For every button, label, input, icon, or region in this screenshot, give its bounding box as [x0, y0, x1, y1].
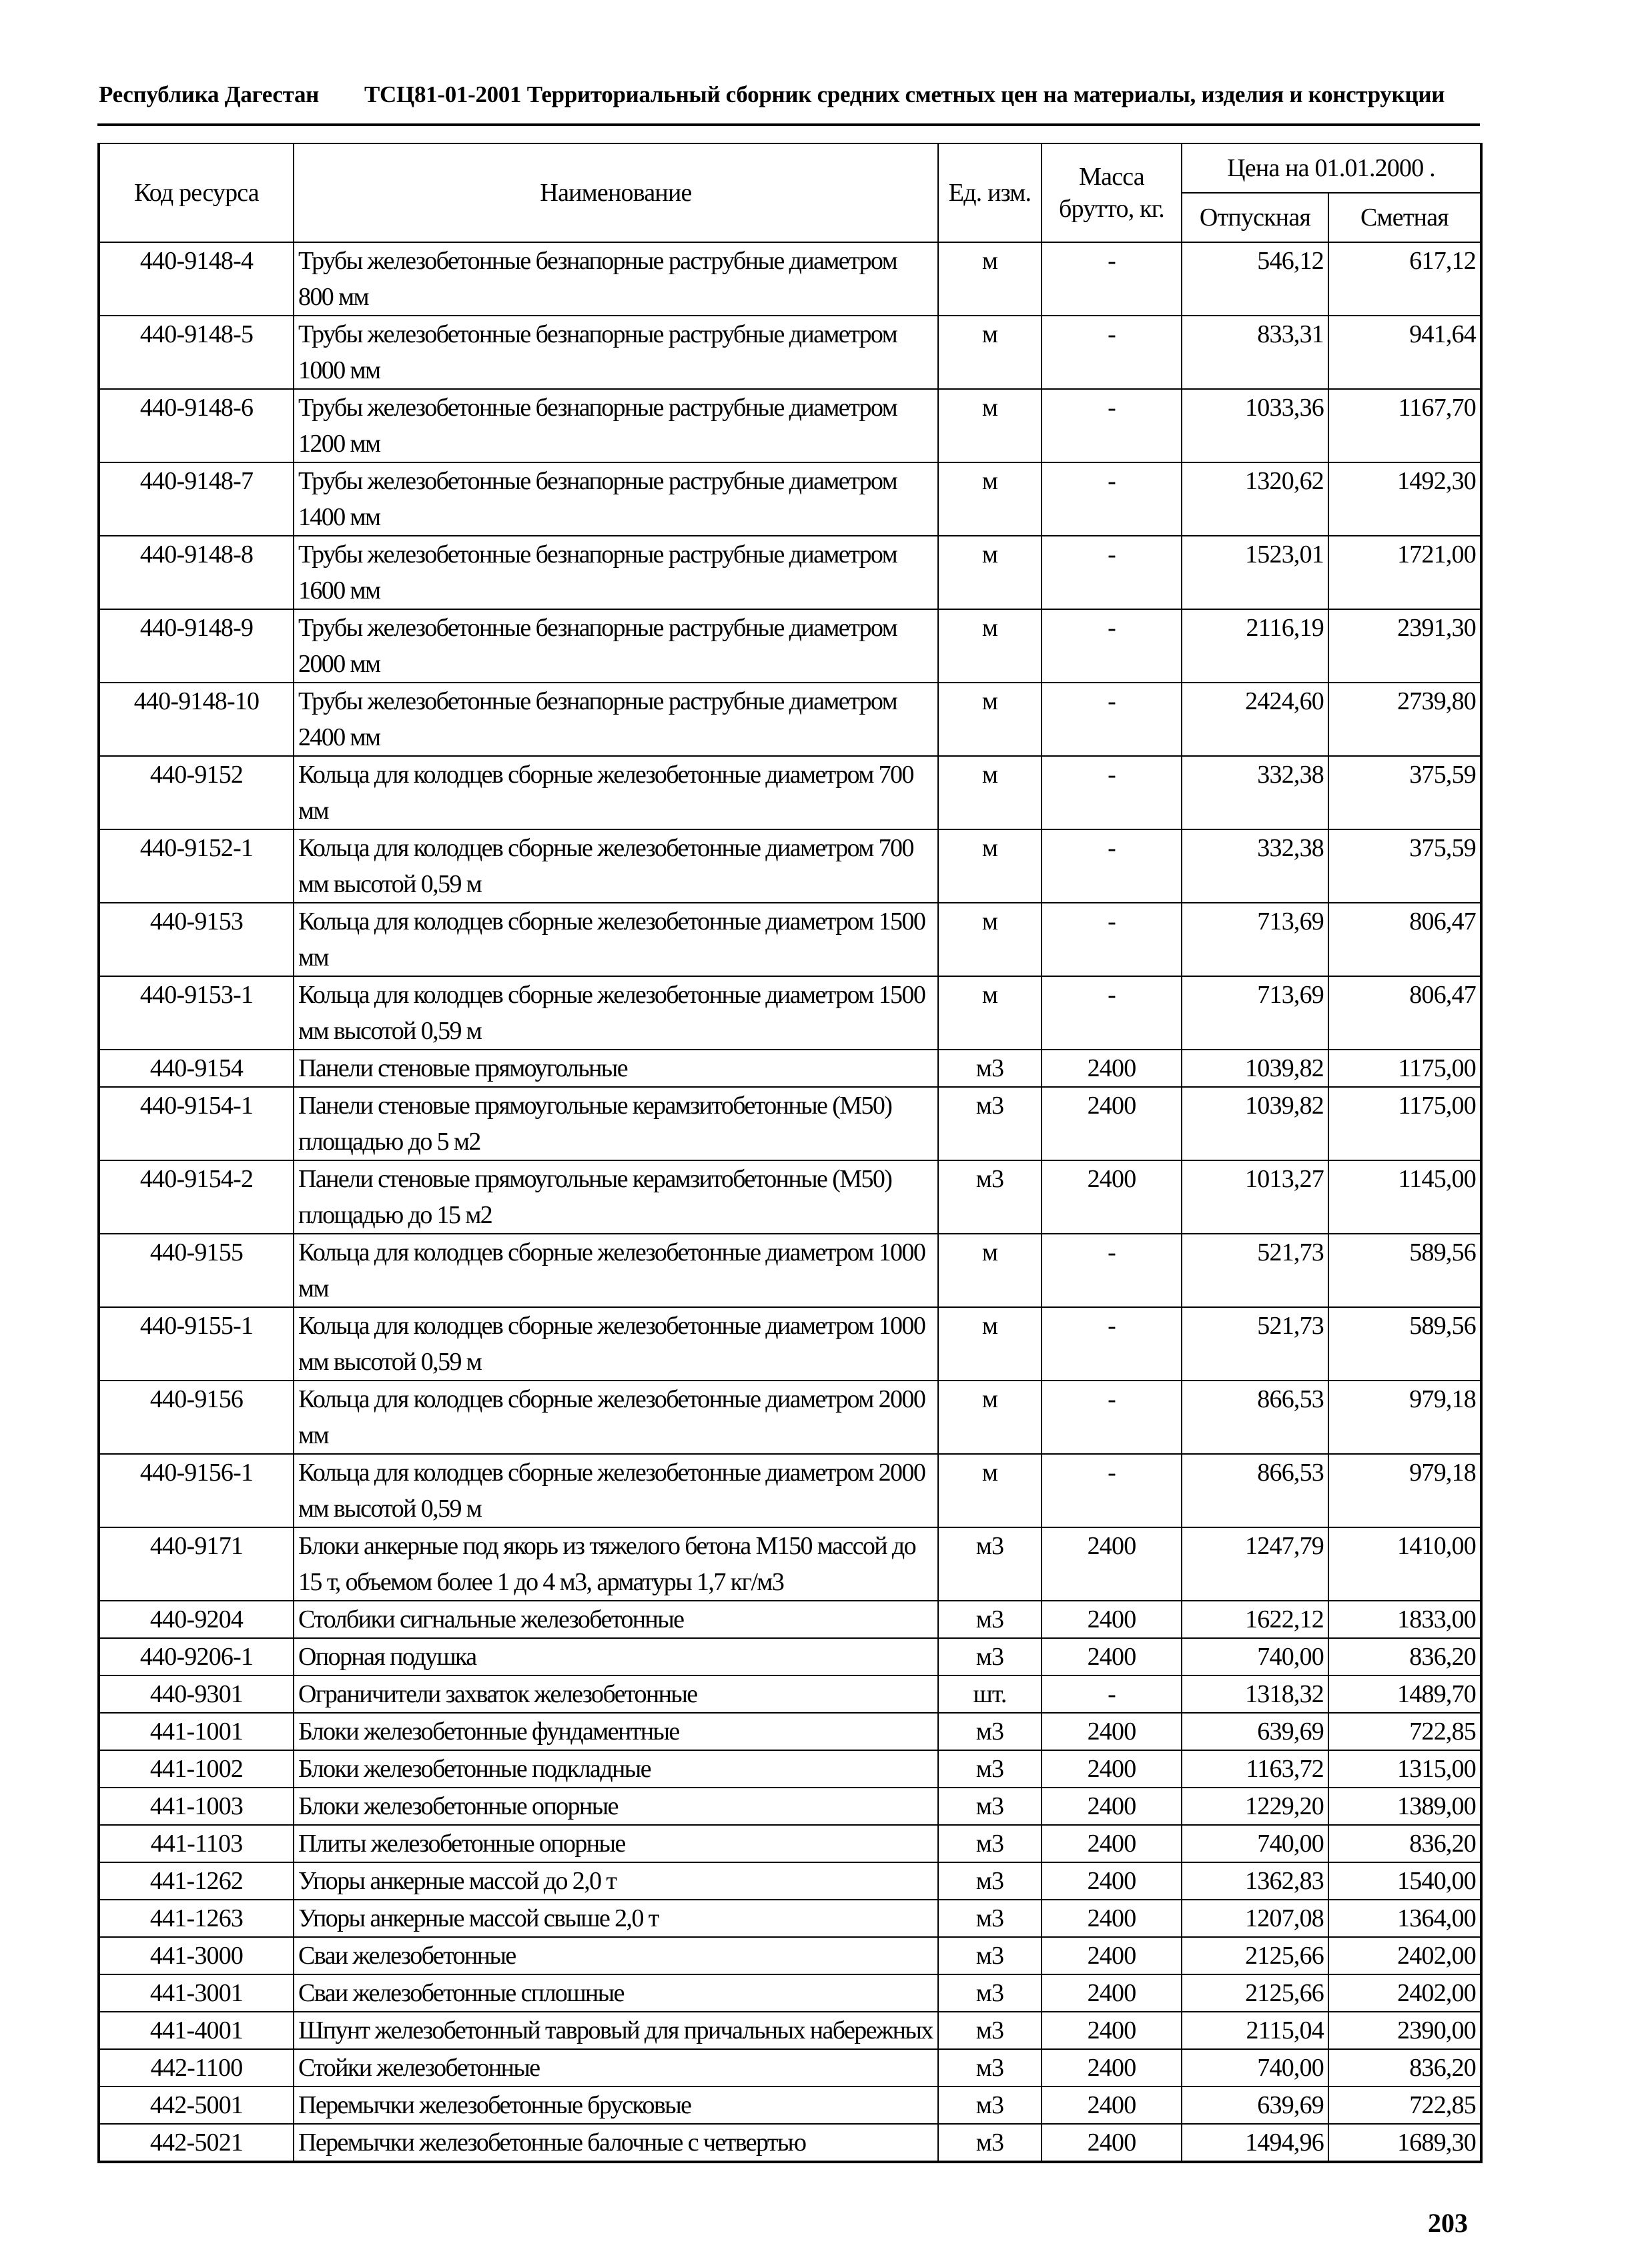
cell-release-price: 2125,66: [1182, 1937, 1328, 1974]
cell-estimate-price: 2739,80: [1328, 683, 1481, 756]
table-row: [99, 976, 1481, 1050]
cell-mass: 2400: [1042, 1862, 1182, 1900]
cell-unit: м3: [938, 1160, 1042, 1234]
table-row: [99, 1862, 1481, 1900]
cell-release-price: 866,53: [1182, 1454, 1328, 1527]
table-row: [99, 1307, 1481, 1381]
cell-name: Трубы железобетонные безнапорные раструбные диаметром 1400 мм: [294, 462, 938, 536]
cell-code: 440-9152: [99, 756, 294, 829]
cell-unit: м: [938, 316, 1042, 389]
cell-estimate-price: 617,12: [1328, 242, 1481, 316]
price-table: [97, 143, 1483, 2163]
cell-name: Ограничители захваток железобетонные: [294, 1675, 938, 1713]
table-row: [99, 1454, 1481, 1527]
table-row: [99, 462, 1481, 536]
cell-code: 440-9204: [99, 1601, 294, 1638]
cell-unit: м3: [938, 1050, 1042, 1087]
cell-release-price: 332,38: [1182, 756, 1328, 829]
header-divider: [97, 123, 1480, 126]
cell-mass: 2400: [1042, 2087, 1182, 2124]
cell-code: 441-1103: [99, 1825, 294, 1862]
cell-name: Кольца для колодцев сборные железобетонные диаметром 1500 мм: [294, 903, 938, 976]
cell-code: 440-9148-4: [99, 242, 294, 316]
cell-release-price: 1622,12: [1182, 1601, 1328, 1638]
table-row: [99, 316, 1481, 389]
cell-code: 441-1262: [99, 1862, 294, 1900]
cell-code: 440-9148-7: [99, 462, 294, 536]
cell-estimate-price: 1389,00: [1328, 1788, 1481, 1825]
cell-code: 440-9206-1: [99, 1638, 294, 1675]
table-row: [99, 2049, 1481, 2087]
cell-unit: м3: [938, 2049, 1042, 2087]
cell-code: 440-9156: [99, 1381, 294, 1454]
cell-estimate-price: 979,18: [1328, 1454, 1481, 1527]
cell-name: Трубы железобетонные безнапорные раструбные диаметром 1600 мм: [294, 536, 938, 609]
cell-release-price: 713,69: [1182, 903, 1328, 976]
cell-code: 440-9153: [99, 903, 294, 976]
cell-name: Панели стеновые прямоугольные: [294, 1050, 938, 1087]
cell-mass: -: [1042, 756, 1182, 829]
cell-code: 441-1002: [99, 1750, 294, 1788]
cell-release-price: 639,69: [1182, 1713, 1328, 1750]
cell-unit: м: [938, 1454, 1042, 1527]
cell-name: Стойки железобетонные: [294, 2049, 938, 2087]
cell-unit: м3: [938, 1974, 1042, 2012]
cell-estimate-price: 375,59: [1328, 829, 1481, 903]
cell-name: Кольца для колодцев сборные железобетонные диаметром 700 мм высотой 0,59 м: [294, 829, 938, 903]
cell-code: 440-9301: [99, 1675, 294, 1713]
cell-mass: -: [1042, 683, 1182, 756]
cell-unit: м: [938, 829, 1042, 903]
table-row: [99, 1527, 1481, 1601]
cell-code: 441-1003: [99, 1788, 294, 1825]
cell-mass: -: [1042, 1307, 1182, 1381]
region-name: Республика Дагестан: [99, 81, 320, 107]
cell-name: Перемычки железобетонные балочные с четвертью: [294, 2124, 938, 2162]
cell-mass: 2400: [1042, 1160, 1182, 1234]
cell-release-price: 521,73: [1182, 1234, 1328, 1307]
cell-mass: 2400: [1042, 1050, 1182, 1087]
cell-estimate-price: 2402,00: [1328, 1937, 1481, 1974]
cell-unit: м3: [938, 1713, 1042, 1750]
table-row: [99, 1381, 1481, 1454]
cell-unit: м: [938, 1234, 1042, 1307]
cell-name: Трубы железобетонные безнапорные раструбные диаметром 2400 мм: [294, 683, 938, 756]
table-row: [99, 1825, 1481, 1862]
cell-mass: -: [1042, 242, 1182, 316]
cell-code: 440-9148-8: [99, 536, 294, 609]
cell-code: 441-4001: [99, 2012, 294, 2049]
cell-unit: м3: [938, 1527, 1042, 1601]
table-row: [99, 2124, 1481, 2162]
cell-mass: 2400: [1042, 1638, 1182, 1675]
cell-mass: -: [1042, 976, 1182, 1050]
cell-mass: -: [1042, 1234, 1182, 1307]
cell-code: 440-9154-1: [99, 1087, 294, 1160]
cell-mass: 2400: [1042, 2049, 1182, 2087]
cell-name: Трубы железобетонные безнапорные раструбные диаметром 2000 мм: [294, 609, 938, 683]
cell-unit: м3: [938, 1900, 1042, 1937]
cell-estimate-price: 941,64: [1328, 316, 1481, 389]
cell-unit: м3: [938, 1638, 1042, 1675]
cell-unit: м3: [938, 2124, 1042, 2162]
cell-name: Шпунт железобетонный тавровый для причальных набережных: [294, 2012, 938, 2049]
cell-release-price: 1207,08: [1182, 1900, 1328, 1937]
header-mass: Масса брутто, кг.: [1042, 143, 1182, 242]
cell-code: 440-9154-2: [99, 1160, 294, 1234]
cell-estimate-price: 1833,00: [1328, 1601, 1481, 1638]
cell-mass: 2400: [1042, 2012, 1182, 2049]
page-header: [99, 81, 1493, 108]
cell-estimate-price: 589,56: [1328, 1234, 1481, 1307]
cell-code: 442-1100: [99, 2049, 294, 2087]
table-row: [99, 1675, 1481, 1713]
cell-estimate-price: 979,18: [1328, 1381, 1481, 1454]
cell-code: 440-9148-10: [99, 683, 294, 756]
cell-code: 441-3000: [99, 1937, 294, 1974]
cell-unit: м3: [938, 1825, 1042, 1862]
cell-code: 440-9148-5: [99, 316, 294, 389]
cell-estimate-price: 1489,70: [1328, 1675, 1481, 1713]
cell-release-price: 866,53: [1182, 1381, 1328, 1454]
cell-code: 440-9156-1: [99, 1454, 294, 1527]
cell-mass: 2400: [1042, 1788, 1182, 1825]
cell-name: Сваи железобетонные: [294, 1937, 938, 1974]
cell-name: Сваи железобетонные сплошные: [294, 1974, 938, 2012]
cell-unit: м: [938, 756, 1042, 829]
cell-mass: 2400: [1042, 1937, 1182, 1974]
cell-release-price: 1039,82: [1182, 1050, 1328, 1087]
cell-name: Кольца для колодцев сборные железобетонные диаметром 2000 мм: [294, 1381, 938, 1454]
cell-estimate-price: 1540,00: [1328, 1862, 1481, 1900]
cell-release-price: 1523,01: [1182, 536, 1328, 609]
cell-mass: 2400: [1042, 1087, 1182, 1160]
header-code: Код ресурса: [99, 143, 294, 242]
cell-unit: м: [938, 683, 1042, 756]
cell-code: 441-1001: [99, 1713, 294, 1750]
table-row: [99, 829, 1481, 903]
cell-name: Трубы железобетонные безнапорные раструбные диаметром 1200 мм: [294, 389, 938, 462]
cell-release-price: 1247,79: [1182, 1527, 1328, 1601]
cell-mass: -: [1042, 1454, 1182, 1527]
cell-unit: м3: [938, 1601, 1042, 1638]
table-body: [99, 242, 1481, 2162]
cell-name: Панели стеновые прямоугольные керамзитобетонные (М50) площадью до 15 м2: [294, 1160, 938, 1234]
table-row: [99, 389, 1481, 462]
cell-code: 440-9155-1: [99, 1307, 294, 1381]
cell-mass: 2400: [1042, 1825, 1182, 1862]
cell-code: 440-9148-6: [99, 389, 294, 462]
table-row: [99, 609, 1481, 683]
cell-unit: м: [938, 1307, 1042, 1381]
cell-name: Перемычки железобетонные брусковые: [294, 2087, 938, 2124]
cell-mass: 2400: [1042, 1601, 1182, 1638]
cell-release-price: 546,12: [1182, 242, 1328, 316]
cell-unit: м3: [938, 1087, 1042, 1160]
cell-release-price: 1494,96: [1182, 2124, 1328, 2162]
cell-unit: м: [938, 903, 1042, 976]
cell-name: Упоры анкерные массой свыше 2,0 т: [294, 1900, 938, 1937]
cell-unit: м: [938, 462, 1042, 536]
cell-name: Трубы железобетонные безнапорные раструбные диаметром 1000 мм: [294, 316, 938, 389]
cell-unit: м3: [938, 2012, 1042, 2049]
cell-mass: 2400: [1042, 1713, 1182, 1750]
cell-mass: -: [1042, 316, 1182, 389]
table-row: [99, 2087, 1481, 2124]
cell-name: Плиты железобетонные опорные: [294, 1825, 938, 1862]
cell-name: Кольца для колодцев сборные железобетонные диаметром 700 мм: [294, 756, 938, 829]
cell-release-price: 521,73: [1182, 1307, 1328, 1381]
cell-unit: м: [938, 242, 1042, 316]
table-row: [99, 1974, 1481, 2012]
cell-estimate-price: 806,47: [1328, 976, 1481, 1050]
cell-unit: шт.: [938, 1675, 1042, 1713]
cell-mass: -: [1042, 829, 1182, 903]
cell-release-price: 1039,82: [1182, 1087, 1328, 1160]
table-row: [99, 1050, 1481, 1087]
table-row: [99, 1937, 1481, 1974]
header-unit: Ед. изм.: [938, 143, 1042, 242]
cell-name: Кольца для колодцев сборные железобетонные диаметром 1000 мм: [294, 1234, 938, 1307]
cell-estimate-price: 1410,00: [1328, 1527, 1481, 1601]
cell-name: Панели стеновые прямоугольные керамзитобетонные (М50) площадью до 5 м2: [294, 1087, 938, 1160]
table-row: [99, 1601, 1481, 1638]
cell-release-price: 740,00: [1182, 1638, 1328, 1675]
cell-name: Упоры анкерные массой до 2,0 т: [294, 1862, 938, 1900]
cell-estimate-price: 1175,00: [1328, 1050, 1481, 1087]
cell-unit: м: [938, 389, 1042, 462]
cell-release-price: 1320,62: [1182, 462, 1328, 536]
cell-estimate-price: 2391,30: [1328, 609, 1481, 683]
cell-estimate-price: 722,85: [1328, 1713, 1481, 1750]
table-row: [99, 2012, 1481, 2049]
cell-name: Трубы железобетонные безнапорные раструбные диаметром 800 мм: [294, 242, 938, 316]
cell-mass: -: [1042, 1381, 1182, 1454]
table-row: [99, 1087, 1481, 1160]
page-number: 203: [1428, 2208, 1468, 2238]
cell-name: Блоки железобетонные подкладные: [294, 1750, 938, 1788]
cell-unit: м: [938, 976, 1042, 1050]
cell-estimate-price: 1175,00: [1328, 1087, 1481, 1160]
cell-release-price: 1229,20: [1182, 1788, 1328, 1825]
cell-name: Кольца для колодцев сборные железобетонные диаметром 1000 мм высотой 0,59 м: [294, 1307, 938, 1381]
cell-code: 440-9154: [99, 1050, 294, 1087]
cell-name: Блоки анкерные под якорь из тяжелого бетона М150 массой до 15 т, объемом более 1 до 4 м3, арматуры 1,7 кг/м3: [294, 1527, 938, 1601]
cell-unit: м3: [938, 1750, 1042, 1788]
cell-code: 440-9155: [99, 1234, 294, 1307]
table-row: [99, 536, 1481, 609]
cell-estimate-price: 1364,00: [1328, 1900, 1481, 1937]
header-release-price: Отпускная: [1182, 193, 1328, 242]
cell-estimate-price: 1167,70: [1328, 389, 1481, 462]
cell-estimate-price: 836,20: [1328, 1825, 1481, 1862]
table-row: [99, 1160, 1481, 1234]
cell-mass: 2400: [1042, 1527, 1182, 1601]
cell-code: 440-9152-1: [99, 829, 294, 903]
cell-code: 441-3001: [99, 1974, 294, 2012]
cell-estimate-price: 2402,00: [1328, 1974, 1481, 2012]
cell-estimate-price: 836,20: [1328, 2049, 1481, 2087]
cell-mass: -: [1042, 1675, 1182, 1713]
table-row: [99, 242, 1481, 316]
cell-release-price: 332,38: [1182, 829, 1328, 903]
cell-unit: м: [938, 536, 1042, 609]
cell-mass: -: [1042, 389, 1182, 462]
cell-mass: 2400: [1042, 1750, 1182, 1788]
cell-release-price: 740,00: [1182, 2049, 1328, 2087]
table-row: [99, 1234, 1481, 1307]
cell-mass: -: [1042, 462, 1182, 536]
cell-release-price: 2125,66: [1182, 1974, 1328, 2012]
cell-unit: м: [938, 609, 1042, 683]
table-row: [99, 1750, 1481, 1788]
table-row: [99, 903, 1481, 976]
cell-release-price: 2116,19: [1182, 609, 1328, 683]
header-price-group: Цена на 01.01.2000 .: [1182, 143, 1481, 193]
cell-release-price: 833,31: [1182, 316, 1328, 389]
cell-code: 442-5001: [99, 2087, 294, 2124]
header-estimate-price: Сметная: [1328, 193, 1481, 242]
collection-title: ТСЦ81-01-2001 Территориальный сборник средних сметных цен на материалы, изделия и конструкции: [364, 81, 1445, 107]
cell-mass: -: [1042, 903, 1182, 976]
table-row: [99, 1638, 1481, 1675]
cell-code: 440-9148-9: [99, 609, 294, 683]
cell-release-price: 740,00: [1182, 1825, 1328, 1862]
table-header: [99, 143, 1481, 242]
cell-estimate-price: 806,47: [1328, 903, 1481, 976]
cell-unit: м3: [938, 1788, 1042, 1825]
cell-release-price: 1362,83: [1182, 1862, 1328, 1900]
cell-estimate-price: 1721,00: [1328, 536, 1481, 609]
cell-name: Опорная подушка: [294, 1638, 938, 1675]
cell-estimate-price: 375,59: [1328, 756, 1481, 829]
cell-mass: 2400: [1042, 2124, 1182, 2162]
cell-unit: м: [938, 1381, 1042, 1454]
cell-name: Кольца для колодцев сборные железобетонные диаметром 2000 мм высотой 0,59 м: [294, 1454, 938, 1527]
cell-unit: м3: [938, 2087, 1042, 2124]
cell-estimate-price: 836,20: [1328, 1638, 1481, 1675]
cell-name: Блоки железобетонные фундаментные: [294, 1713, 938, 1750]
cell-estimate-price: 2390,00: [1328, 2012, 1481, 2049]
cell-mass: -: [1042, 536, 1182, 609]
table-row: [99, 1713, 1481, 1750]
table-row: [99, 683, 1481, 756]
table-row: [99, 1788, 1481, 1825]
cell-code: 440-9153-1: [99, 976, 294, 1050]
cell-estimate-price: 1689,30: [1328, 2124, 1481, 2162]
cell-estimate-price: 589,56: [1328, 1307, 1481, 1381]
cell-release-price: 1013,27: [1182, 1160, 1328, 1234]
cell-code: 441-1263: [99, 1900, 294, 1937]
cell-mass: 2400: [1042, 1900, 1182, 1937]
header-name: Наименование: [294, 143, 938, 242]
cell-release-price: 2424,60: [1182, 683, 1328, 756]
cell-release-price: 1318,32: [1182, 1675, 1328, 1713]
cell-release-price: 1163,72: [1182, 1750, 1328, 1788]
cell-name: Блоки железобетонные опорные: [294, 1788, 938, 1825]
cell-estimate-price: 1145,00: [1328, 1160, 1481, 1234]
cell-unit: м3: [938, 1862, 1042, 1900]
table-row: [99, 1900, 1481, 1937]
cell-mass: -: [1042, 609, 1182, 683]
cell-name: Кольца для колодцев сборные железобетонные диаметром 1500 мм высотой 0,59 м: [294, 976, 938, 1050]
table-row: [99, 756, 1481, 829]
cell-estimate-price: 1492,30: [1328, 462, 1481, 536]
cell-unit: м3: [938, 1937, 1042, 1974]
cell-release-price: 713,69: [1182, 976, 1328, 1050]
cell-release-price: 639,69: [1182, 2087, 1328, 2124]
cell-release-price: 2115,04: [1182, 2012, 1328, 2049]
cell-estimate-price: 722,85: [1328, 2087, 1481, 2124]
cell-estimate-price: 1315,00: [1328, 1750, 1481, 1788]
cell-release-price: 1033,36: [1182, 389, 1328, 462]
cell-code: 442-5021: [99, 2124, 294, 2162]
cell-name: Столбики сигнальные железобетонные: [294, 1601, 938, 1638]
cell-mass: 2400: [1042, 1974, 1182, 2012]
cell-code: 440-9171: [99, 1527, 294, 1601]
